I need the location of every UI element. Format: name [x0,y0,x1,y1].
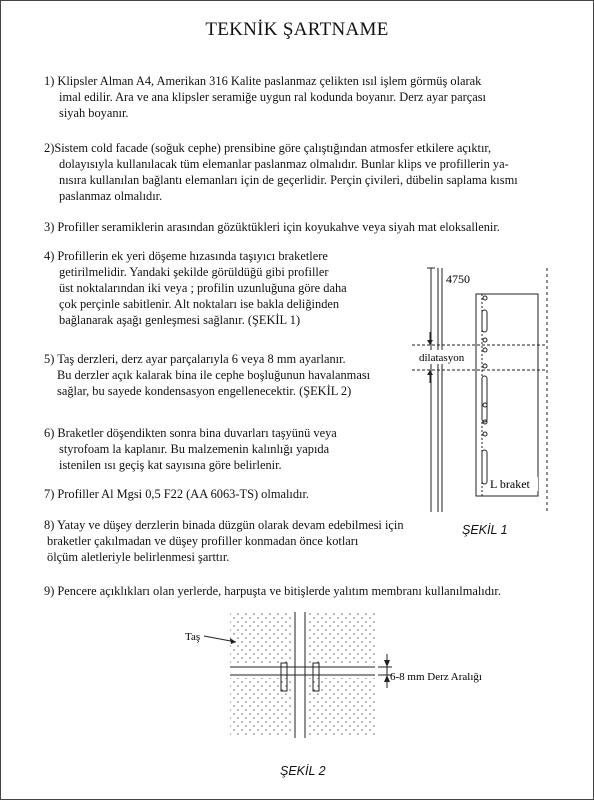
paragraph-9 [44,583,501,599]
stone-panel [230,612,293,664]
stone-panel [307,678,375,736]
stone-panel [230,678,293,736]
paragraph-4-line-4: çok perçinle sabitlenir. Alt noktaları ise bakla deliğinden [59,297,340,311]
stone-panel [307,612,375,664]
paragraph-7 [44,486,309,502]
paragraph-2-line-4: paslanmaz olmalıdır. [59,189,163,203]
figure-2-joint-label: 6-8 mm Derz Aralığı [390,671,482,683]
page-title: TEKNİK ŞARTNAME [205,19,389,40]
paragraph-6-line-3: istenilen ısı geçiş kat sayısına göre belirlenir. [59,458,282,472]
paragraph-5-line-2: Bu derzler açık kalarak bina ile cephe boşluğunun havalanması [57,368,371,382]
figure-1-dimension: 4750 [446,272,470,286]
paragraph-5 [44,351,370,399]
paragraph-2-line-1: 2)Sistem cold facade (soğuk cephe) prensibine göre çalıştığından atmosfer etkilere açıktır, [44,141,492,155]
paragraph-4-line-1: 4) Profillerin ek yeri döşeme hızasında taşıyıcı braketlere [44,249,328,263]
paragraph-2-line-3: nısıra kullanılan bağlantı elemanları için de geçerlidir. Perçin çivileri, dübelin saplama kısmı [59,173,518,187]
paragraph-6-line-2: styrofoam la kaplanır. Bu malzemenin kalınlığı yapıda [59,442,330,456]
paragraph-8-line-2: braketler çakılmadan ve düşey profiller konmadan önce kotları [47,534,359,548]
paragraph-3-line-1: 3) Profiller seramiklerin arasından gözüktükleri için koyukahve veya siyah mat eloksallenir. [44,220,500,234]
figure-1-caption: ŞEKİL 1 [462,523,508,537]
paragraph-1 [44,73,486,121]
paragraph-2-line-2: dolayısıyla kullanılacak tüm elemanlar paslanmaz olmalıdır. Bunlar klips ve profillerin ya- [59,157,509,171]
paragraph-6 [44,425,337,473]
figure-2-caption: ŞEKİL 2 [280,764,326,778]
figure-1-dilatation-label: dilatasyon [419,352,465,364]
paragraph-1-line-1: 1) Klipsler Alman A4, Amerikan 316 Kalite paslanmaz çelikten ısıl işlem görmüş olarak [44,74,482,88]
paragraph-8 [44,517,404,565]
paragraph-5-line-3: sağlar, bu sayede kondensasyon engellenecektir. (ŞEKİL 2) [57,384,352,398]
figure-1-bracket-label: L braket [490,477,530,491]
paragraph-4-line-3: üst noktalarından iki veya ; profilin uzunluğuna göre daha [59,281,347,295]
figure-2-stone-label: Taş [185,631,201,643]
figure-1-diagram [410,262,560,524]
paragraph-8-line-1: 8) Yatay ve düşey derzlerin binada düzgün olarak devam edebilmesi için [44,518,404,532]
paragraph-4 [44,248,347,328]
paragraph-8-line-3: ölçüm aletleriyle belirlenmesi şarttır. [47,550,230,564]
paragraph-1-line-2: imal edilir. Ara ve ana klipsler seramiğe uygun ral kodunda boyanır. Derz ayar parçası [59,90,486,104]
paragraph-4-line-5: bağlanarak aşağı genleşmesi sağlanır. (ŞEKİL 1) [59,313,301,327]
paragraph-6-line-1: 6) Braketler döşendikten sonra bina duvarları taşyünü veya [44,426,337,440]
paragraph-5-line-1: 5) Taş derzleri, derz ayar parçalarıyla 6 veya 8 mm ayarlanır. [44,352,346,366]
paragraph-2 [44,140,518,204]
paragraph-3 [44,219,500,235]
paragraph-7-line-1: 7) Profiller Al Mgsi 0,5 F22 (AA 6063-TS) olmalıdır. [44,487,310,501]
figure-2-diagram [180,612,500,750]
paragraph-9-line-1: 9) Pencere açıklıkları olan yerlerde, harpuşta ve bitişlerde yalıtım membranı kullanılmalıdır. [44,584,501,598]
paragraph-4-line-2: getirilmelidir. Yandaki şekilde görüldüğü gibi profiller [59,265,329,279]
paragraph-1-line-3: siyah boyanır. [59,106,129,120]
